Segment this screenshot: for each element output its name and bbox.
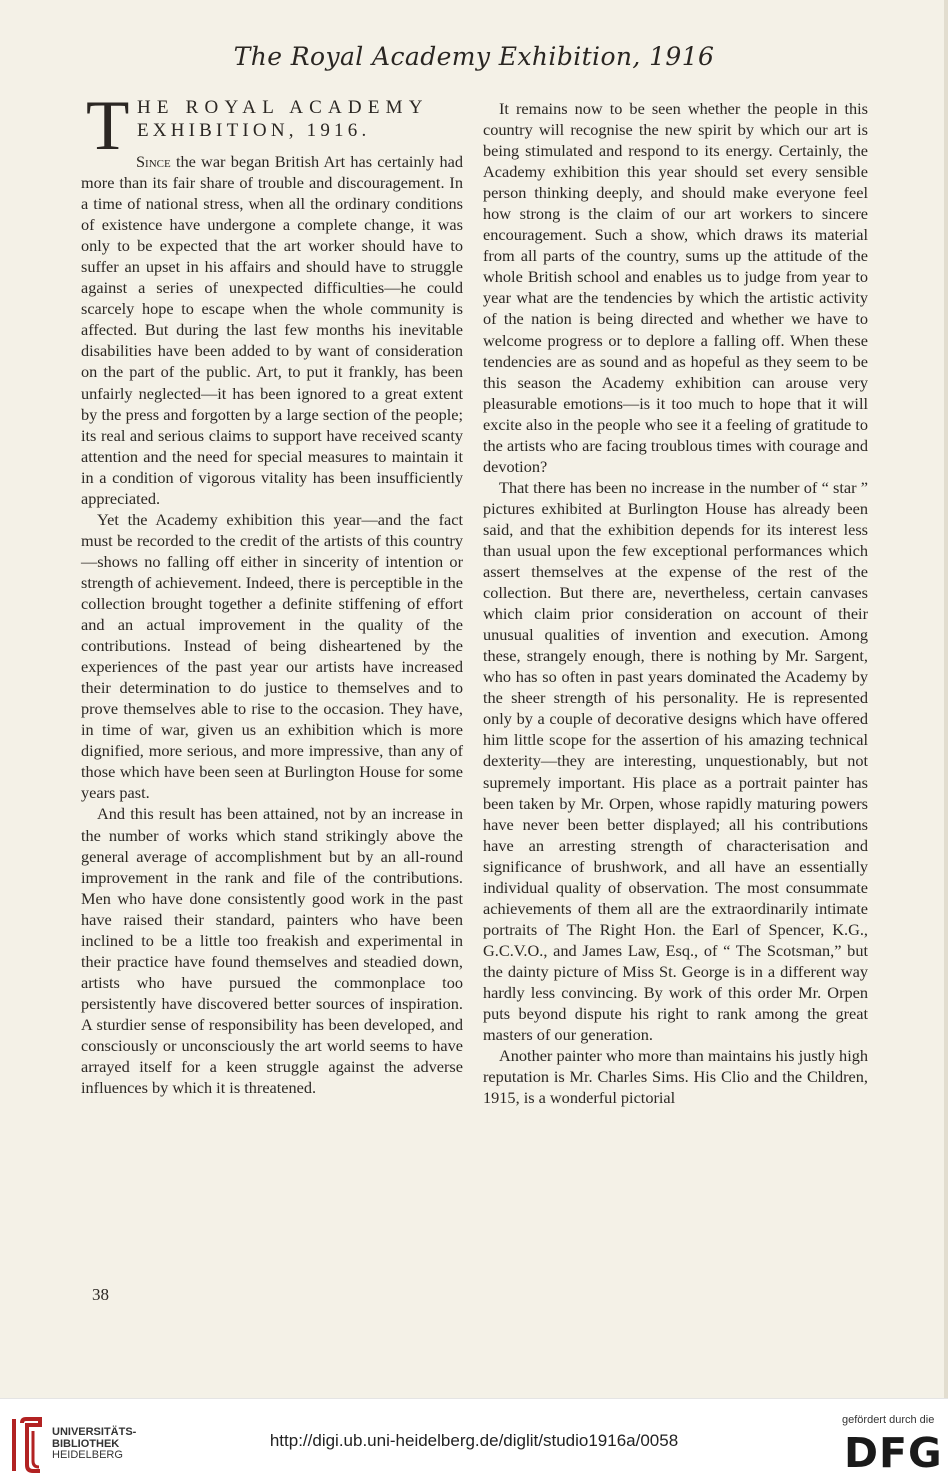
- sponsor-label: gefördert durch die: [842, 1414, 935, 1426]
- library-line-3: HEIDELBERG: [52, 1449, 123, 1461]
- paragraph: Another painter who more than maintains his justly high reputation is Mr. Charles Sims. His Clio and the Children, 1915, is a wonderful pictorial: [483, 1046, 868, 1108]
- digitization-footer: [0, 1398, 948, 1483]
- small-caps-lead: Since: [136, 152, 171, 171]
- paragraph: Yet the Academy exhibition this year—and the fact must be recorded to the credit of the artists of this country—shows no falling off either in sincerity of intention or strength of achievement. Indeed, there is perceptible in the collection brought together a definite stiffening of effort and an actual improvement in the quality of the contributions. Instead of being disheartened by the experiences of the past year our artists have increased their determination to do justice to themselves and to prove themselves able to rise to the occasion. They have, in time of war, given us an exhibition which is more dignified, more serious, and more impressive, than any of those which have been seen at Burlington House for some years past.: [81, 509, 463, 803]
- library-line-1: UNIVERSITÄTS-: [52, 1426, 137, 1438]
- heading-line-1: HE ROYAL ACADEMY: [137, 97, 429, 118]
- running-head: The Royal Academy Exhibition, 1916: [233, 42, 715, 71]
- permalink[interactable]: http://digi.ub.uni-heidelberg.de/diglit/studio1916a/0058: [269, 1431, 679, 1450]
- library-line-2: BIBLIOTHEK: [52, 1437, 120, 1450]
- paragraph: That there has been no increase in the number of “ star ” pictures exhibited at Burlington House has already been said, and that the exhibition depends for its interest less than usual upon the few exceptional performances which assert themselves at the expense of the rest of the collection. But there are, nevertheless, certain canvases which claim prior consideration on account of their unusual qualities of invention and execution. Among these, strangely enough, there is nothing by Mr. Sargent, who has so often in past years dominated the Academy by the sheer strength of his personality. He is represented only by a couple of decorative designs which have offered him little scope for the assertion of his amazing technical dexterity—they are interesting, unquestionably, but not supremely important. His place as a portrait painter has been taken by Mr. Orpen, whose rapidly maturing powers have never been better displayed; all his contributions have an arresting strength of characterisation and significance of brushwork, and all have an essentially individual quality of observation. The most consummate achievements of them all are the extraordinarily intimate portraits of The Right Hon. the Earl of Spencer, K.G., G.C.V.O., and James Law, Esq., of “ The Scotsman,” but the dainty picture of Miss St. George is in a different way hardly less convincing. By work of this order Mr. Orpen puts beyond dispute his right to rank among the great masters of our generation.: [483, 477, 868, 1045]
- heading-line-2: EXHIBITION, 1916.: [137, 120, 371, 141]
- drop-cap: T: [86, 87, 130, 165]
- dfg-logo: DFG: [844, 1429, 943, 1477]
- paragraph: It remains now to be seen whether the people in this country will recognise the new spirit by which our art is being stimulated and respond to its energy. Certainly, the Academy exhibition this year should set every sensible person thinking deeply, and should make everyone feel how strong is the claim of our art workers to sincere encouragement. Such a show, which draws its material from all parts of the country, sums up the attitude of the whole British school and enables us to judge from year to year what are the tendencies by which the artistic activity of the nation is being directed and whether we have to welcome progress or to deplore a falling off. When these tendencies are as sound and as hopeful as they seem to be this season the Academy exhibition can arouse very pleasurable emotions—is it too much to hope that it will excite also in the people who see it a feeling of gratitude to the artists who are facing troublous times with courage and devotion?: [483, 99, 868, 476]
- page-edge: [944, 0, 948, 1398]
- right-column: [483, 98, 868, 1108]
- paragraph: Since the war began British Art has certainly had more than its fair share of trouble and discouragement. In a time of national stress, when all the ordinary conditions of existence have undergone a complete change, it was only to be expected that the art worker should have to suffer an upset in his affairs and should have to struggle against a series of unexpected difficulties—he could scarcely hope to escape when the whole community is affected. But during the last few months his inevitable disabilities have been added to by want of consideration on the part of the public. Art, to put it frankly, has been unfairly neglected—it has been ignored to a great extent by the press and forgotten by a large section of the people; its real and serious claims to support have received scanty attention and the need for special measures to maintain it in a condition of vigorous vitality has been insufficiently appreciated.: [81, 152, 463, 508]
- paragraph: And this result has been attained, not by an increase in the number of works which stand strikingly above the general average of accomplishment but by an all-round improvement in the rank and file of the contributions. Men who have done consistently good work in the past have raised their standard, painters who have been inclined to be a little too freakish and experimental in their practice have found themselves and steadied down, artists who have pursued the commonplace too persistently have discovered better sources of inspiration. A sturdier sense of responsibility has been developed, and consciously or unconsciously the art world seems to have arrayed itself for a keen struggle against the adverse influences by which it is threatened.: [81, 804, 463, 1098]
- left-column: [81, 87, 463, 1098]
- page-number: 38: [92, 1285, 109, 1304]
